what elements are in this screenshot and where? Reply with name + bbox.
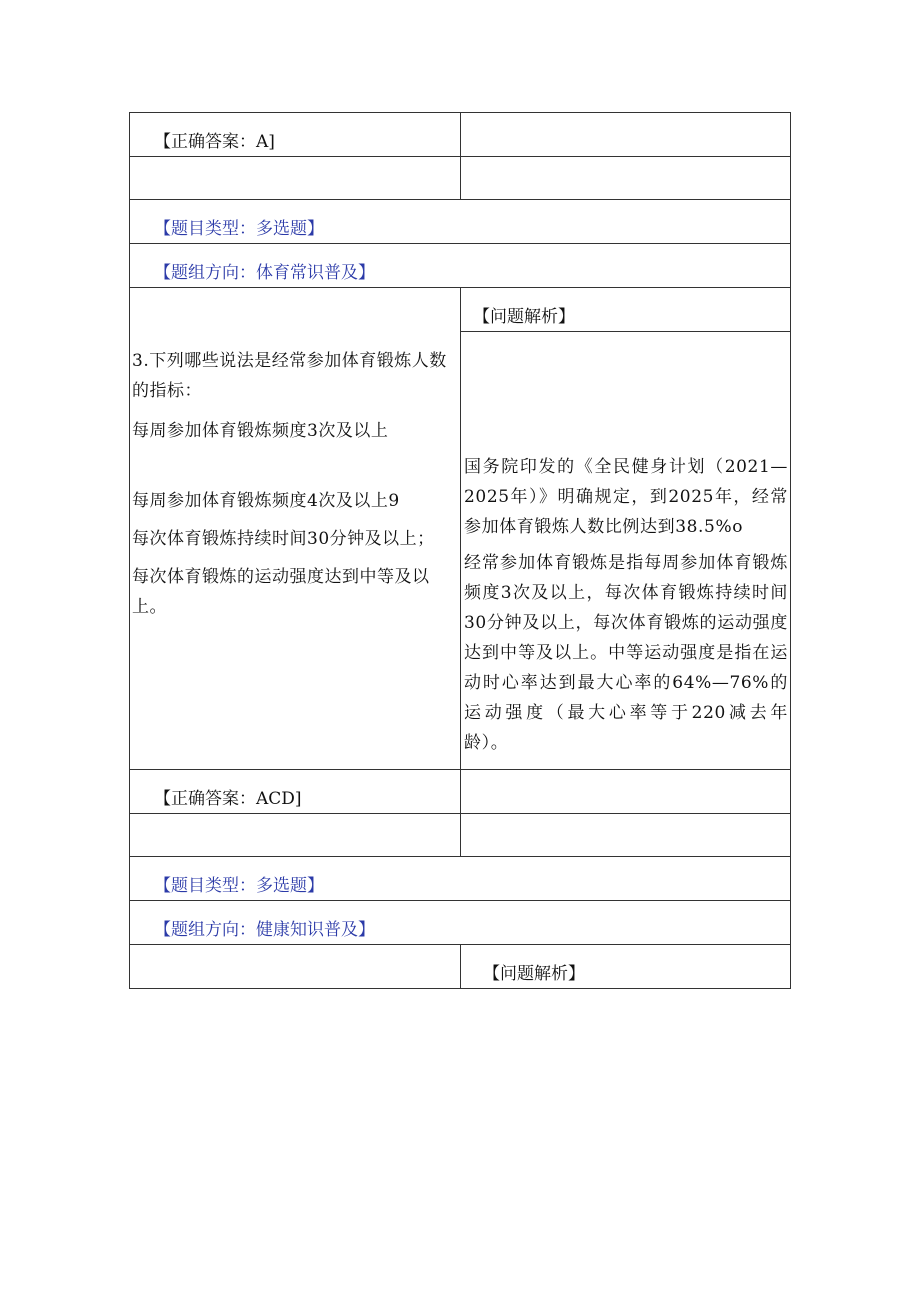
analysis-paragraph: 经常参加体育锻炼是指每周参加体育锻炼频度3次及以上，每次体育锻炼持续时间30分钟及以上，每次体育锻炼的运动强度达到中等及以上。中等运动强度是指在运动时心率达到最大心率的64%—76%的运动强度（最大心率等于220减去年龄）。	[464, 553, 788, 753]
direction-cell	[130, 901, 791, 945]
empty-cell	[130, 157, 461, 200]
table-row	[130, 945, 791, 989]
empty-cell	[130, 814, 461, 857]
correct-answer-label: 【正确答案：A]	[154, 132, 275, 152]
answer-cell	[130, 770, 461, 814]
analysis-cell	[461, 332, 791, 770]
empty-cell	[461, 770, 791, 814]
table-row	[130, 200, 791, 244]
analysis-paragraph: 国务院印发的《全民健身计划（2021—2025年）》明确规定，到2025年，经常参加体育锻炼人数比例达到38.5%o	[464, 457, 788, 537]
option-4: 每次体育锻炼的运动强度达到中等及以上。	[132, 567, 430, 617]
direction-cell	[130, 244, 791, 288]
option-2: 每周参加体育锻炼频度4次及以上9	[132, 491, 400, 511]
table-row	[130, 901, 791, 945]
type-cell	[130, 200, 791, 244]
correct-answer-label: 【正确答案：ACD]	[154, 789, 302, 809]
question-type-label: 【题目类型：多选题】	[154, 876, 324, 896]
table-row	[130, 157, 791, 200]
table-row	[130, 770, 791, 814]
analysis-heading-cell	[461, 288, 791, 332]
empty-cell	[461, 814, 791, 857]
analysis-content	[464, 452, 788, 758]
answer-cell	[130, 113, 461, 157]
table-row	[130, 857, 791, 901]
question-cell	[130, 288, 461, 770]
analysis-heading: 【问题解析】	[473, 307, 575, 327]
table-row	[130, 244, 791, 288]
analysis-heading: 【问题解析】	[483, 964, 585, 984]
option-1: 每周参加体育锻炼频度3次及以上	[132, 421, 389, 441]
empty-cell	[130, 945, 461, 989]
question-table	[129, 112, 791, 989]
empty-cell	[461, 113, 791, 157]
question-content	[132, 346, 456, 622]
option-3: 每次体育锻炼持续时间30分钟及以上；	[132, 529, 435, 549]
type-cell	[130, 857, 791, 901]
table-row	[130, 814, 791, 857]
question-direction-label: 【题组方向：体育常识普及】	[154, 263, 375, 283]
analysis-heading-cell	[461, 945, 791, 989]
table-row	[130, 113, 791, 157]
question-direction-label: 【题组方向：健康知识普及】	[154, 920, 375, 940]
question-stem: 3.下列哪些说法是经常参加体育锻炼人数的指标：	[132, 351, 447, 401]
question-type-label: 【题目类型：多选题】	[154, 219, 324, 239]
table-row	[130, 288, 791, 332]
empty-cell	[461, 157, 791, 200]
